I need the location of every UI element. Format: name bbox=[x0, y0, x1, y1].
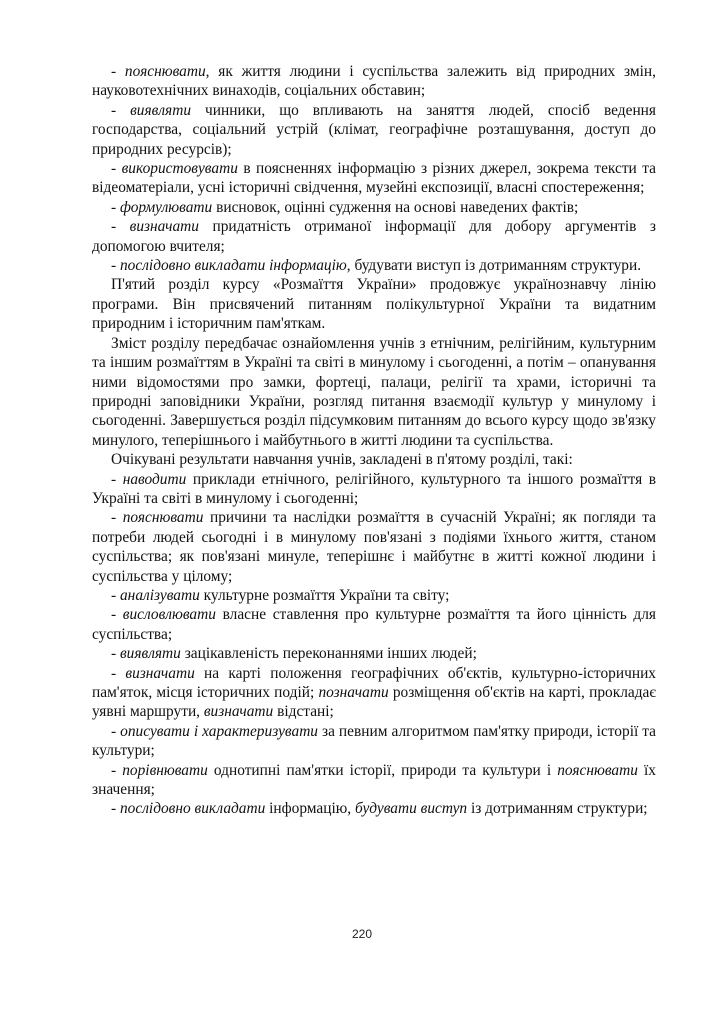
key-verb: послідовно викладати інформацію bbox=[119, 257, 347, 275]
list-item-text: висновок, оцінні судження на основі наведених фактів; bbox=[212, 198, 579, 216]
list-item bbox=[92, 664, 656, 722]
list-item bbox=[92, 198, 656, 217]
list-item bbox=[92, 256, 656, 275]
key-verb: будувати виступ bbox=[354, 800, 468, 818]
key-verb: висловлювати bbox=[122, 606, 216, 624]
key-verb: наводити bbox=[122, 470, 187, 488]
list-dash: - bbox=[111, 800, 120, 818]
list-dash: - bbox=[111, 101, 131, 119]
list-dash: - bbox=[111, 63, 125, 80]
list-item-text: відстані; bbox=[273, 703, 334, 721]
key-verb: пояснювати bbox=[124, 63, 206, 80]
key-verb: аналізувати bbox=[119, 586, 200, 604]
list-item-text: культурне розмаїття України та світу; bbox=[199, 586, 450, 604]
list-dash: - bbox=[111, 722, 121, 740]
list-item-text: інформацію, bbox=[265, 800, 355, 818]
document-page bbox=[92, 62, 656, 819]
list-item-text: , будувати виступ із дотриманням структури. bbox=[346, 257, 642, 275]
list-dash: - bbox=[111, 645, 120, 663]
list-item-text: за певним алгоритмом пам'ятку природи, історії та культури; bbox=[92, 722, 656, 760]
list-item bbox=[92, 159, 656, 198]
list-item bbox=[92, 470, 656, 509]
page-number: 220 bbox=[351, 927, 373, 941]
list-item bbox=[92, 722, 656, 761]
key-verb: визначати bbox=[203, 703, 274, 721]
list-item-text: із дотриманням структури; bbox=[467, 800, 648, 818]
key-verb: визначати bbox=[129, 218, 199, 236]
list-dash: - bbox=[111, 257, 120, 275]
list-item bbox=[92, 761, 656, 800]
list-item-text: однотипні пам'ятки історії, природи та культури і bbox=[207, 761, 558, 779]
outcomes-list-part1 bbox=[92, 62, 656, 275]
list-item bbox=[92, 605, 656, 644]
key-verb: виявляти bbox=[119, 645, 181, 663]
key-verb: послідовно викладати bbox=[119, 800, 266, 818]
list-item-text: приклади етнічного, релігійного, культурного та іншого розмаїття в Україні та світі в минулому і сьогоденні; bbox=[92, 470, 656, 507]
key-verb: використовувати bbox=[121, 160, 238, 178]
list-item bbox=[92, 62, 656, 101]
intro-paragraph: П'ятий розділ курсу «Розмаїття України» продовжує українознавчу лінію програми. Він присвячений питанням полікультурної України та видатним природним і історичним пам'яткам. bbox=[92, 276, 656, 333]
list-item bbox=[92, 586, 656, 605]
key-verb: визначати bbox=[125, 664, 195, 682]
list-item bbox=[92, 508, 656, 586]
list-item bbox=[92, 217, 656, 256]
results-paragraph: Очікувані результати навчання учнів, закладені в п'ятому розділі, такі: bbox=[111, 451, 573, 469]
list-item-text: причини та наслідки розмаїття в сучасній Україні; як погляди та потреби людей сьогодні і в минулому пов'язані з подіями їхнього життя, станом суспільства; як пов'язані минуле, теперішнє і майбутнє в житті кожної людини і суспільства у цілому; bbox=[92, 509, 656, 585]
list-item bbox=[92, 101, 656, 159]
content-paragraph: Зміст розділу передбачає ознайомлення учнів з етнічним, релігійним, культурним та іншим розмаїттям в Україні та світі в минулому і сьогоденні, а потім – опанування ними відомостями про замки, фортеці, палаци, релігії та храми, історичні та природні заповідники України, розгляд питання взаємодії культур у минулому і сьогоденні. Завершується розділ підсумковим питанням до всього курсу щодо зв'язку минулого, теперішнього і майбутнього в житті людини та суспільства. bbox=[92, 334, 656, 449]
key-verb: описувати і характеризувати bbox=[120, 722, 319, 740]
list-item-text: придатність отриманої інформації для добору аргументів з допомогою вчителя; bbox=[92, 218, 656, 255]
list-item bbox=[92, 644, 656, 663]
key-verb: пояснювати bbox=[122, 509, 204, 527]
list-dash: - bbox=[111, 761, 123, 779]
key-verb: позначати bbox=[318, 684, 389, 701]
list-item-text: розміщення об'єктів на карті, прокладає уявні маршрути, bbox=[92, 684, 656, 721]
list-dash: - bbox=[111, 218, 130, 236]
key-verb: пояснювати bbox=[557, 761, 638, 779]
list-dash: - bbox=[111, 470, 123, 488]
list-item-text: власне ставлення про культурне розмаїття та його цінність для суспільства; bbox=[92, 606, 656, 643]
list-item-text: , як життя людини і суспільства залежить від природних змін, науковотехнічних винаходів, соціальних обставин; bbox=[92, 63, 656, 100]
outcomes-list-part2 bbox=[92, 470, 656, 819]
list-item-text: зацікавленість переконаннями інших людей; bbox=[180, 645, 477, 663]
list-item-text: на карті положення географічних об'єктів, культурно-історичних пам'яток, місця історичних подій; bbox=[92, 664, 656, 701]
list-item-text: їх значення; bbox=[92, 761, 656, 799]
key-verb: виявляти bbox=[130, 101, 192, 119]
list-item bbox=[92, 799, 656, 818]
list-item-text: в поясненнях інформацію з різних джерел, зокрема тексти та відеоматеріали, усні історичні свідчення, музейні експозиції, власні спостереження; bbox=[92, 160, 656, 197]
list-dash: - bbox=[111, 606, 123, 624]
list-dash: - bbox=[111, 198, 120, 216]
list-dash: - bbox=[111, 509, 123, 527]
key-verb: порівнювати bbox=[122, 761, 208, 779]
list-dash: - bbox=[111, 160, 122, 178]
list-item-text: чинники, що впливають на заняття людей, спосіб ведення господарства, соціальний устрій (клімат, географічне розташування, доступ до природних ресурсів); bbox=[92, 101, 656, 158]
key-verb: формулювати bbox=[119, 198, 213, 216]
list-dash: - bbox=[111, 664, 126, 682]
list-dash: - bbox=[111, 586, 120, 604]
